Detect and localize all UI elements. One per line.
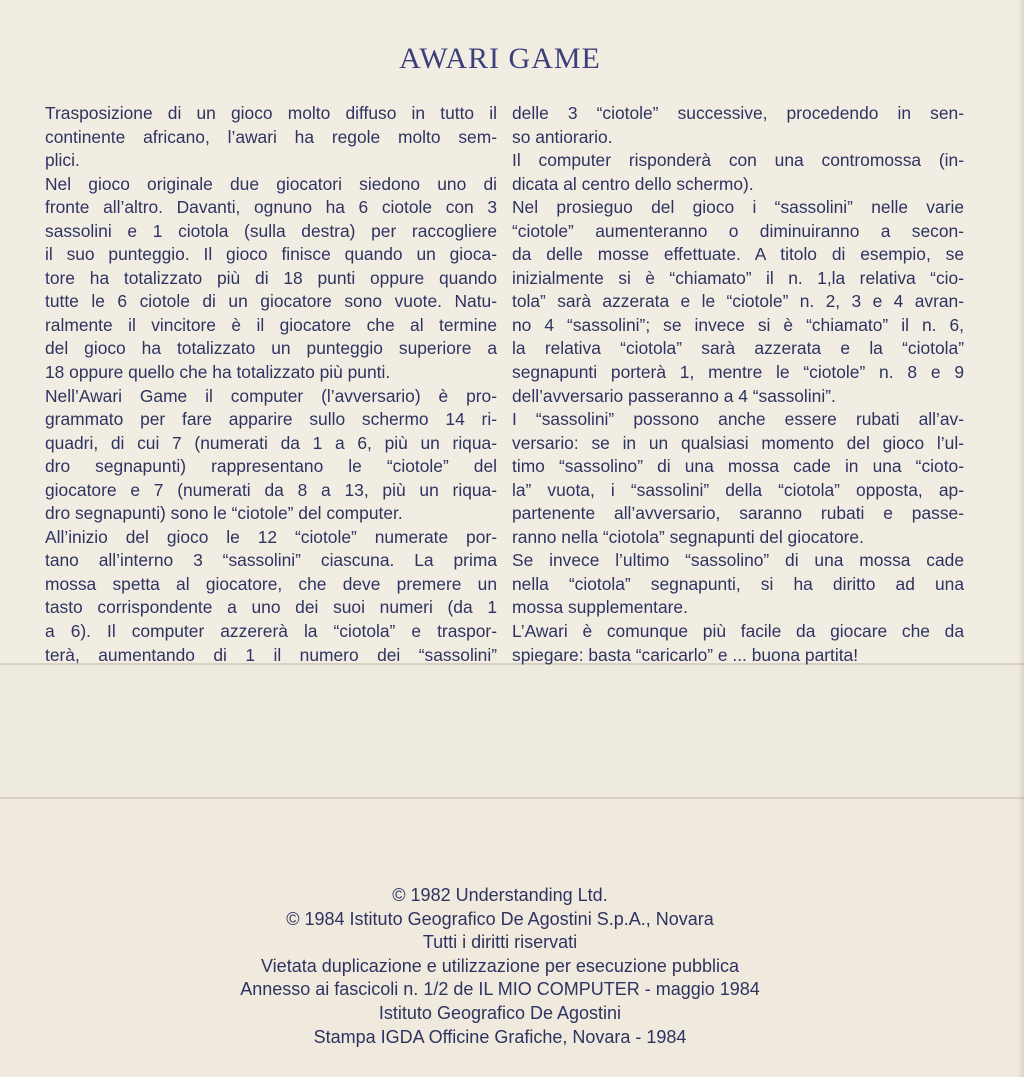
text-line: Nel prosieguo del gioco i “sassolini” nelle varie <box>512 197 964 218</box>
text-line: da delle mosse effettuate. A titolo di esempio, se <box>512 244 964 265</box>
text-line: Nell’Awari Game il computer (l’avversario) è pro- <box>45 385 497 406</box>
text-line: I “sassolini” possono anche essere rubati all’av- <box>512 409 964 430</box>
right-text-column <box>512 102 964 667</box>
text-line: dell’avversario passeranno a 4 “sassolini”. <box>512 385 836 406</box>
text-line: timo “sassolino” di una mossa cade in una “cioto- <box>512 456 964 477</box>
fold-line-lower <box>0 797 1024 799</box>
copyright-footer <box>150 884 850 1049</box>
text-line: ranno nella “ciotola” segnapunti del giocatore. <box>512 526 864 547</box>
text-line: Se invece l’ultimo “sassolino” di una mossa cade <box>512 550 964 571</box>
text-line: terà, aumentando di 1 il numero dei “sassolini” <box>45 644 497 665</box>
text-line: All’inizio del gioco le 12 “ciotole” numerate por- <box>45 526 497 547</box>
text-line: tasto corrispondente a uno dei suoi numeri (da 1 <box>45 597 497 618</box>
text-line: no 4 “sassolini”; se invece si è “chiamato” il n. 6, <box>512 314 964 335</box>
text-line: mossa supplementare. <box>512 597 688 618</box>
text-line: sassolini e 1 ciotola (sulla destra) per raccogliere <box>45 220 497 241</box>
text-line: grammato per fare apparire sullo schermo 14 ri- <box>45 409 497 430</box>
text-line: tano all’interno 3 “sassolini” ciascuna. La prima <box>45 550 497 571</box>
text-line: “ciotole” aumenteranno o diminuiranno a secon- <box>512 220 964 241</box>
paper-edge-shadow <box>1018 0 1024 1077</box>
text-line: giocatore e 7 (numerati da 8 a 13, più un riqua- <box>45 479 497 500</box>
text-line: L’Awari è comunque più facile da giocare che da <box>512 621 964 642</box>
text-line: a 6). Il computer azzererà la “ciotola” e traspor- <box>45 621 497 642</box>
text-line: dro segnapunti) sono le “ciotole” del computer. <box>45 503 403 524</box>
footer-line: Tutti i diritti riservati <box>422 932 578 953</box>
text-line: plici. <box>45 150 80 171</box>
text-line: tola” sarà azzerata e le “ciotole” n. 2, 3 e 4 avran- <box>512 291 964 312</box>
text-line: quadri, di cui 7 (numerati da 1 a 6, più un riqua- <box>45 432 497 453</box>
text-line: la relativa “ciotola” sarà azzerata e la “ciotola” <box>512 338 964 359</box>
text-line: la” vuota, i “sassolini” della “ciotola” opposta, ap- <box>512 479 964 500</box>
text-line: so antiorario. <box>512 126 613 147</box>
footer-line: © 1984 Istituto Geografico De Agostini S.p.A., Novara <box>286 908 714 929</box>
text-line: dicata al centro dello schermo). <box>512 173 754 194</box>
text-line: del gioco ha totalizzato un punteggio superiore a <box>45 338 497 359</box>
text-line: nella “ciotola” segnapunti, si ha diritto ad una <box>512 573 964 594</box>
text-line: delle 3 “ciotole” successive, procedendo in sen- <box>512 103 964 123</box>
text-line: 18 oppure quello che ha totalizzato più punti. <box>45 362 391 383</box>
text-line: segnapunti porterà 1, mentre le “ciotole” n. 8 e 9 <box>512 362 964 383</box>
page-title: AWARI GAME <box>399 42 601 75</box>
footer-line: Istituto Geografico De Agostini <box>378 1002 622 1023</box>
footer-line: Stampa IGDA Officine Grafiche, Novara - 1984 <box>313 1026 687 1047</box>
footer-line: © 1982 Understanding Ltd. <box>392 885 608 905</box>
text-line: dro segnapunti) rappresentano le “ciotole” del <box>45 456 497 477</box>
text-line: Trasposizione di un gioco molto diffuso in tutto il <box>45 103 497 123</box>
text-line: mossa spetta al giocatore, che deve premere un <box>45 573 497 594</box>
text-line: spiegare: basta “caricarlo” e ... buona partita! <box>512 644 859 665</box>
text-line: tore ha totalizzato più di 18 punti oppure quando <box>45 267 497 288</box>
text-line: Il computer risponderà con una contromossa (in- <box>512 150 964 171</box>
text-line: il suo punteggio. Il gioco finisce quando un gioca- <box>45 244 497 265</box>
text-line: fronte all’altro. Davanti, ognuno ha 6 ciotole con 3 <box>45 197 497 218</box>
text-line: versario: se in un qualsiasi momento del gioco l’ul- <box>512 432 964 453</box>
left-text-column <box>45 102 497 667</box>
middle-blank-panel <box>0 664 1024 798</box>
text-line: ralmente il vincitore è il giocatore che al termine <box>45 314 497 335</box>
text-line: inizialmente si è “chiamato” il n. 1,la relativa “cio- <box>512 267 964 288</box>
text-line: partenente all’avversario, saranno rubati e passe- <box>512 503 964 524</box>
text-line: tutte le 6 ciotole di un giocatore sono vuote. Natu- <box>45 291 497 312</box>
text-line: Nel gioco originale due giocatori siedono uno di <box>45 173 497 194</box>
text-line: continente africano, l’awari ha regole molto sem- <box>45 126 497 147</box>
footer-line: Annesso ai fascicoli n. 1/2 de IL MIO COMPUTER - maggio 1984 <box>240 979 760 1000</box>
footer-line: Vietata duplicazione e utilizzazione per esecuzione pubblica <box>261 955 739 976</box>
